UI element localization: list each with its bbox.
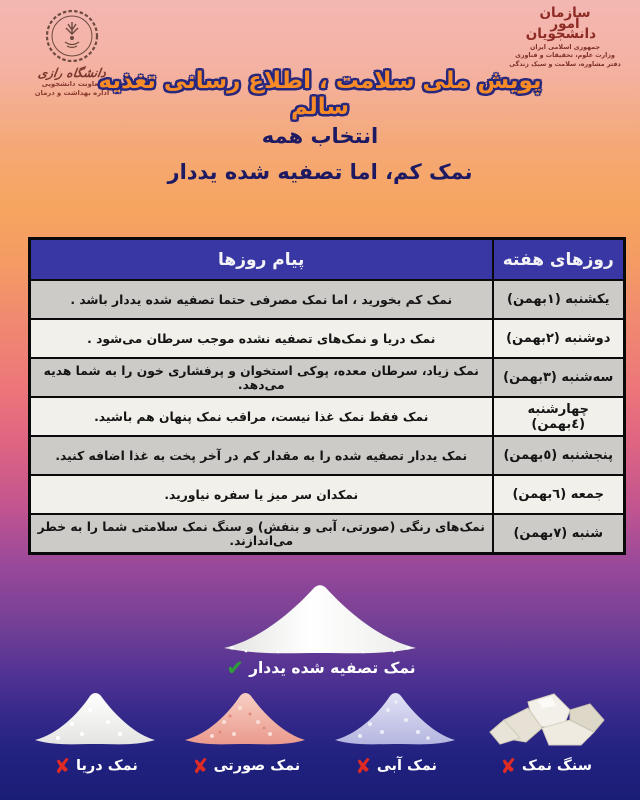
sao-logo-line3: دفتر مشاوره، سلامت و سبک زندگی (509, 60, 621, 68)
subtitle-line2: نمک کم، اما تصفیه شده یددار (167, 160, 473, 184)
rock-salt-image (480, 688, 610, 750)
check-icon: ✔ (226, 656, 244, 680)
table-row (30, 397, 625, 436)
blue-salt-item (322, 688, 468, 778)
rock-salt-label: سنگ نمک (521, 758, 592, 774)
day-cell: پنجشنبه (٥بهمن) (493, 436, 625, 475)
student-affairs-emblem-icon: سازمان امور دانشجویان (525, 5, 596, 43)
pink-salt-item (172, 688, 318, 778)
table-header-row (30, 239, 625, 281)
table-row (30, 475, 625, 514)
table-row (30, 436, 625, 475)
message-cell: نمک‌های رنگی (صورتی، آبی و بنفش) و سنگ نمک سلامتی شما را به خطر می‌اندازند. (30, 514, 493, 554)
razi-university-name: دانشگاه رازی (37, 66, 107, 80)
table-row (30, 319, 625, 358)
blue-salt-label: نمک آبی (376, 758, 437, 774)
student-affairs-organization-logo (506, 5, 624, 69)
table-row (30, 358, 625, 397)
rock-salt-item (472, 688, 618, 778)
day-cell: سه‌شنبه (٣بهمن) (493, 358, 625, 397)
rejected-salts-row (22, 688, 618, 778)
razi-university-emblem-icon (44, 8, 100, 64)
message-cell: نمک یددار تصفیه شده را به مقدار کم در آخر پخت به غذا اضافه کنید. (30, 436, 493, 475)
rock-salt-caption (472, 754, 618, 778)
x-icon: ✘ (52, 753, 73, 779)
messages-column-header: پیام روزها (30, 239, 493, 281)
x-icon: ✘ (190, 753, 210, 779)
pink-salt-image (180, 688, 310, 750)
day-cell: جمعه (٦بهمن) (493, 475, 625, 514)
sea-salt-image (30, 688, 160, 750)
weekly-messages-table (28, 237, 626, 555)
day-cell: چهارشنبه (٤بهمن) (493, 397, 625, 436)
razi-logo-line1: معاونت دانشجویی (41, 80, 103, 88)
message-cell: نمک دریا و نمک‌های تصفیه نشده موجب سرطان می‌شود . (30, 319, 493, 358)
campaign-title: پویش ملی سلامت ، اطلاع رسانی تغذیه سالم (98, 68, 542, 120)
sao-logo-line2: وزارت علوم، تحقیقات و فناوری (515, 52, 615, 60)
subtitle-line1: انتخاب همه (261, 124, 379, 148)
table-row (30, 280, 625, 319)
day-cell: یکشنبه (١بهمن) (493, 280, 625, 319)
sea-salt-item (22, 688, 168, 778)
message-cell: نمک زیاد، سرطان معده، پوکی استخوان و پرفشاری خون را به شما هدیه می‌دهد. (30, 358, 493, 397)
day-cell: شنبه (٧بهمن) (493, 514, 625, 554)
x-icon: ✘ (498, 753, 518, 779)
pink-salt-label: نمک صورتی (213, 758, 301, 774)
recommended-salt-caption (0, 656, 640, 680)
razi-logo-line2: اداره بهداشت و درمان (34, 89, 110, 98)
sea-salt-caption (22, 754, 168, 778)
x-icon: ✘ (353, 753, 373, 779)
recommended-salt-label: نمک تصفیه شده یددار (249, 659, 416, 677)
days-column-header: روزهای هفته (493, 239, 625, 281)
sao-logo-line1: جمهوری اسلامی ایران (529, 43, 601, 51)
message-cell: نمک فقط نمک غذا نیست، مراقب نمک پنهان هم باشید. (30, 397, 493, 436)
sea-salt-label: نمک دریا (76, 758, 138, 774)
message-cell: نمکدان سر میز یا سفره نیاورید. (30, 475, 493, 514)
refined-iodized-salt-image (218, 582, 422, 658)
pink-salt-caption (172, 754, 318, 778)
blue-salt-image (330, 688, 460, 750)
table-row (30, 514, 625, 554)
message-cell: نمک کم بخورید ، اما نمک مصرفی حتما تصفیه شده یددار باشد . (30, 280, 493, 319)
blue-salt-caption (322, 754, 468, 778)
day-cell: دوشنبه (٢بهمن) (493, 319, 625, 358)
